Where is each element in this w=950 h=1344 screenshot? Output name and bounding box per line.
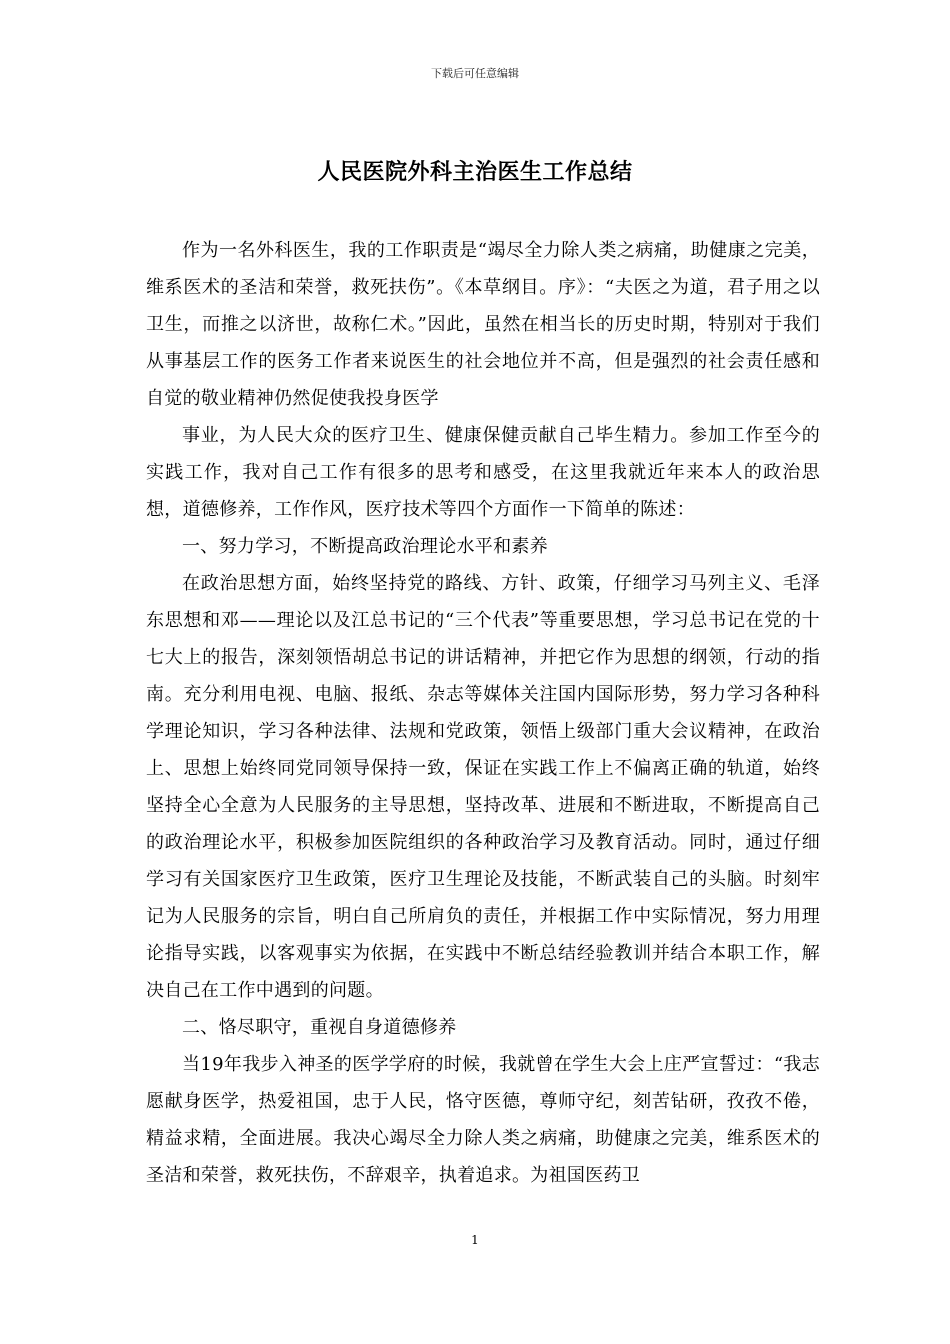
page-header-note: 下载后可任意编辑 [431, 67, 519, 80]
paragraph-career: 事业，为人民大众的医疗卫生、健康保健贡献自己毕生精力。参加工作至今的实践工作，我对自己工作有很多的思考和感受，在这里我就近年来本人的政治思想，道德修养，工作作风，医疗技术等四个方面作一下简单的陈述： [146, 425, 820, 520]
document-title: 人民医院外科主治医生工作总结 [317, 159, 633, 185]
paragraph-oath: 当19年我步入神圣的医学学府的时候，我就曾在学生大会上庄严宣誓过：“我志愿献身医学，热爱祖国，忠于人民，恪守医德，尊师守纪，刻苦钻研，孜孜不倦，精益求精，全面进展。我决心竭尽全力除人类之病痛，助健康之完美，维系医术的圣洁和荣誉，救死扶伤，不辞艰辛，执着追求。为祖国医药卫 [146, 1054, 820, 1186]
document-body [146, 232, 820, 1194]
paragraph-intro: 作为一名外科医生，我的工作职责是“竭尽全力除人类之病痛，助健康之完美，维系医术的圣洁和荣誉，救死扶伤”。《本草纲目。序》：“夫医之为道，君子用之以卫生，而推之以济世，故称仁术。”因此，虽然在相当长的历史时期，特别对于我们从事基层工作的医务工作者来说医生的社会地位并不高，但是强烈的社会责任感和自觉的敬业精神仍然促使我投身医学 [146, 240, 820, 409]
paragraph-political-thought: 在政治思想方面，始终坚持党的路线、方针、政策，仔细学习马列主义、毛泽东思想和邓——理论以及江总书记的“三个代表”等重要思想，学习总书记在党的十七大上的报告，深刻领悟胡总书记的讲话精神，并把它作为思想的纲领，行动的指南。充分利用电视、电脑、报纸、杂志等媒体关注国内国际形势，努力学习各种科学理论知识，学习各种法律、法规和党政策，领悟上级部门重大会议精神，在政治上、思想上始终同党同领导保持一致，保证在实践工作上不偏离正确的轨道，始终坚持全心全意为人民服务的主导思想，坚持改革、进展和不断进取，不断提高自己的政治理论水平，积极参加医院组织的各种政治学习及教育活动。同时，通过仔细学习有关国家医疗卫生政策，医疗卫生理论及技能，不断武装自己的头脑。时刻牢记为人民服务的宗旨，明白自己所肩负的责任，并根据工作中实际情况，努力用理论指导实践，以客观事实为依据，在实践中不断总结经验教训并结合本职工作，解决自己在工作中遇到的问题。 [146, 573, 820, 1001]
page-number: 1 [471, 1233, 479, 1247]
section-heading-2: 二、恪尽职守，重视自身道德修养 [182, 1017, 457, 1038]
section-heading-1: 一、努力学习，不断提高政治理论水平和素养 [182, 536, 548, 557]
